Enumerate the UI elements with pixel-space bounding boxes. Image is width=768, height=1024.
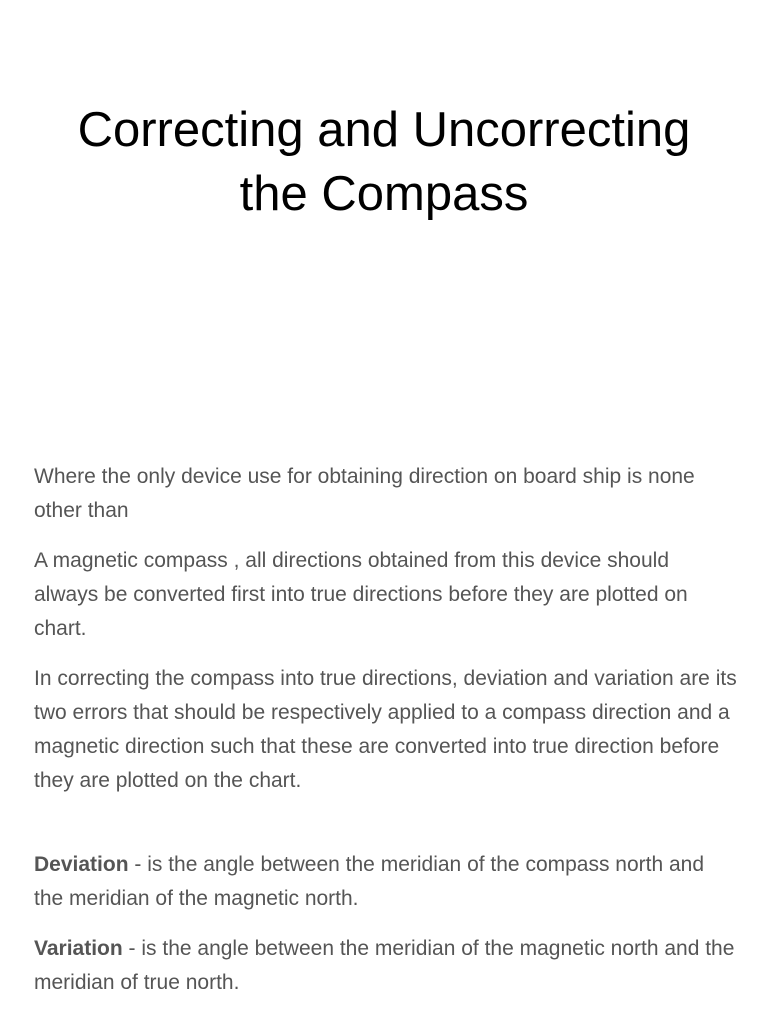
term-deviation: Deviation [34, 853, 129, 876]
title-line-2: the Compass [239, 167, 529, 221]
paragraph-magnetic-compass: A magnetic compass , all directions obtained from this device should always be converted first into true directions before they are plotted on chart. [34, 549, 688, 640]
paragraph-intro: Where the only device use for obtaining direction on board ship is none other than [34, 465, 695, 522]
definition-deviation-text: - is the angle between the meridian of the compass north and the meridian of the magnetic north. [34, 853, 705, 910]
definition-deviation [34, 848, 738, 916]
page-title [0, 98, 768, 226]
term-variation: Variation [34, 937, 123, 960]
definition-variation-text: - is the angle between the meridian of the magnetic north and the meridian of true north. [34, 937, 735, 994]
paragraph-correcting: In correcting the compass into true directions, deviation and variation are its two errors that should be respectively applied to a compass direction and a magnetic direction such that these are converted into true direction before they are plotted on the chart. [34, 667, 737, 792]
title-line-1: Correcting and Uncorrecting [77, 103, 691, 157]
document-body [34, 460, 738, 1016]
definition-variation [34, 932, 738, 1000]
